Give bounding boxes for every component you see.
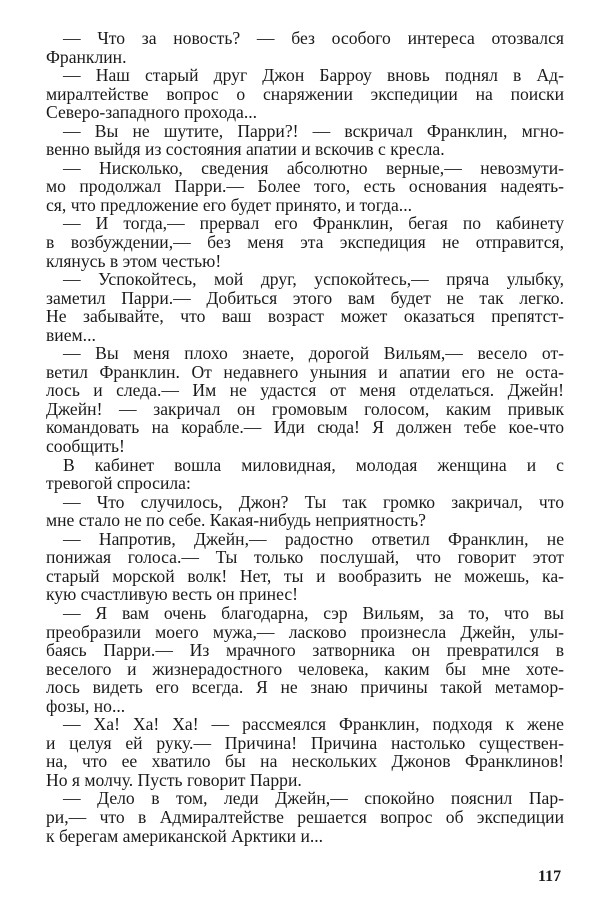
- text-line: — Успокойтесь, мой друг, успокойтесь,— пряча улыбку,: [63, 269, 564, 290]
- text-line: лось и следа.— Им не удастся от меня отделаться. Джейн!: [46, 380, 564, 401]
- text-line: — Напротив, Джейн,— радостно ответил Франклин, не: [63, 528, 564, 549]
- text-line: кую счастливую весть он принес!: [46, 584, 298, 605]
- text-line: мне стало не по себе. Какая-нибудь неприятность?: [46, 510, 426, 531]
- text-line: — Дело в том, леди Джейн,— спокойно пояснил Пар-: [63, 788, 564, 809]
- text-line: тревогой спросила:: [46, 473, 191, 494]
- text-line: ри,— что в Адмиралтействе решается вопрос об экспедиции: [46, 806, 564, 827]
- text-line: — Вы не шутите, Парри?! — вскричал Франклин, мгно-: [63, 120, 564, 141]
- text-line: — Что случилось, Джон? Ты так громко закричал, что: [63, 491, 564, 512]
- text-line: на, что ее хватило бы на нескольких Джонов Франклинов!: [46, 751, 564, 772]
- text-line: ся, что предложение его будет принято, и тогда...: [46, 194, 412, 215]
- text-line: — Нисколько, сведения абсолютно верные,— невозмути-: [63, 157, 564, 178]
- text-line: мо продолжал Парри.— Более того, есть основания надеять-: [46, 176, 564, 197]
- text-line: заметил Парри.— Добиться этого вам будет не так легко.: [46, 287, 564, 308]
- text-line: в возбуждении,— без меня эта экспедиция не отправится,: [46, 232, 564, 253]
- text-line: Но я молчу. Пусть говорит Парри.: [46, 769, 302, 790]
- text-line: Не забывайте, что ваш возраст может оказаться препятст-: [46, 306, 564, 327]
- text-line: миралтействе вопрос о снаряжении экспедиции на поиски: [46, 83, 564, 104]
- text-line: старый морской волк! Нет, ты и вообразить не можешь, ка-: [46, 565, 564, 586]
- text-line: преобразили моего мужа,— ласково произнесла Джейн, улы-: [46, 621, 564, 642]
- text-line: сообщить!: [46, 436, 125, 457]
- text-line: фозы, но...: [46, 695, 126, 716]
- text-line: к берегам американской Арктики и...: [46, 825, 324, 846]
- page-body-text: [46, 29, 564, 845]
- text-line: венно выйдя из состояния апатии и вскочив с кресла.: [46, 139, 445, 160]
- text-line: лось видеть его всегда. Я не знаю причины такой метамор-: [46, 677, 564, 698]
- text-line: веселого и жизнерадостного человека, каким бы мне хоте-: [46, 658, 564, 679]
- text-line: — И тогда,— прервал его Франклин, бегая по кабинету: [63, 213, 564, 234]
- text-line: — Я вам очень благодарна, сэр Вильям, за то, что вы: [63, 602, 564, 623]
- text-line: вием...: [46, 324, 96, 345]
- text-line: Джейн! — закричал он громовым голосом, каким привык: [46, 398, 564, 419]
- text-line: и целуя ей руку.— Причина! Причина настолько существен-: [46, 732, 564, 753]
- text-line: ветил Франклин. От недавнего уныния и апатии его не оста-: [46, 361, 564, 382]
- text-line: — Что за новость? — без особого интереса отозвался: [63, 28, 564, 48]
- text-line: клянусь в этом честью!: [46, 250, 222, 271]
- text-line: — Наш старый друг Джон Барроу вновь поднял в Ад-: [63, 65, 564, 86]
- page-number: 117: [538, 868, 562, 885]
- text-line: баясь Парри.— Из мрачного затворника он превратился в: [46, 640, 564, 661]
- text-line: — Вы меня плохо знаете, дорогой Вильям,— весело от-: [63, 343, 564, 364]
- text-line: командовать на корабле.— Иди сюда! Я должен тебе кое-что: [46, 417, 564, 438]
- text-line: Франклин.: [46, 46, 127, 67]
- text-line: понижая голоса.— Ты только послушай, что говорит этот: [46, 547, 564, 568]
- text-line: — Ха! Ха! Ха! — рассмеялся Франклин, подходя к жене: [63, 714, 564, 735]
- text-line: В кабинет вошла миловидная, молодая женщина и с: [63, 454, 564, 475]
- text-line: Северо-западного прохода...: [46, 102, 258, 123]
